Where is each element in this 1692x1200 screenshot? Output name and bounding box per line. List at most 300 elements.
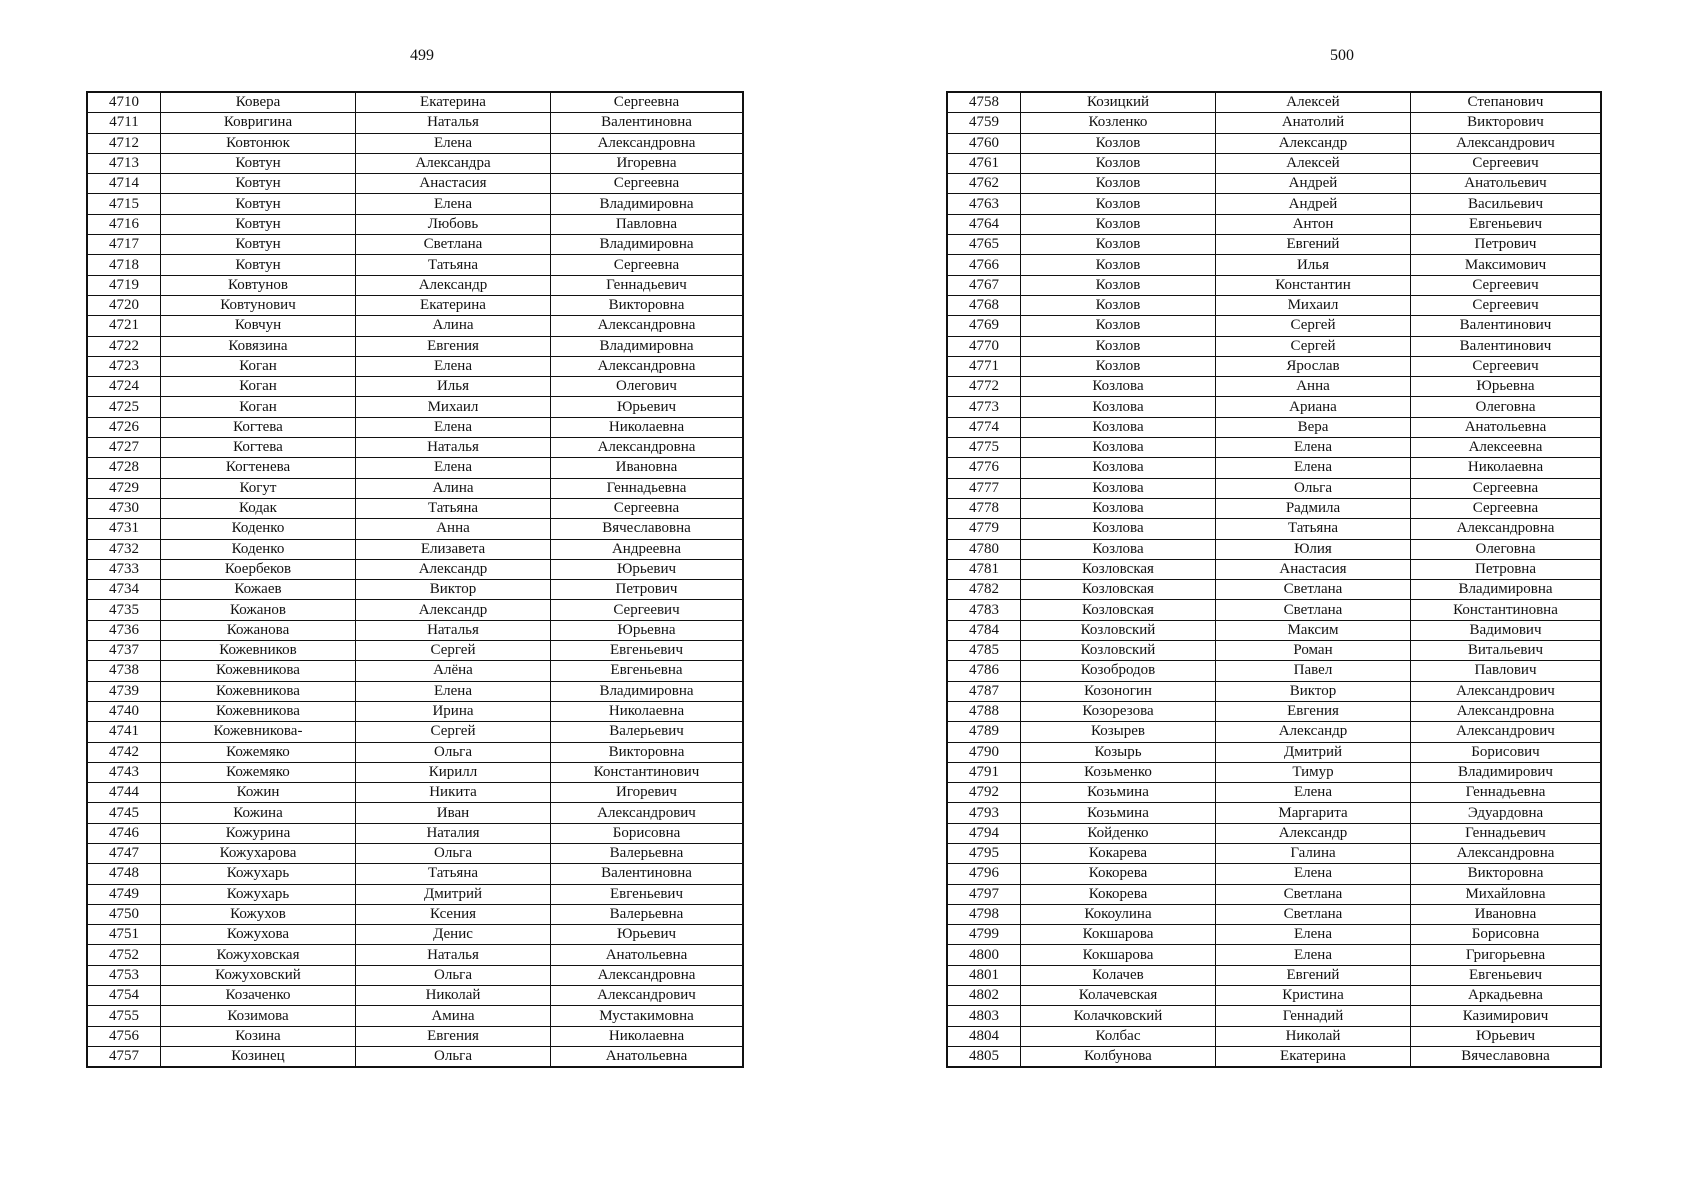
patronymic-cell: Владимировна — [551, 336, 744, 356]
first-name-cell: Елена — [1216, 945, 1411, 965]
table-row — [87, 641, 743, 661]
row-number: 4713 — [87, 153, 161, 173]
surname-cell: Козорезова — [1021, 701, 1216, 721]
row-number: 4768 — [947, 295, 1021, 315]
table-row — [947, 681, 1601, 701]
table-row — [947, 1026, 1601, 1046]
surname-cell: Коденко — [161, 519, 356, 539]
table-row — [947, 316, 1601, 336]
row-number: 4728 — [87, 458, 161, 478]
surname-cell: Козьмина — [1021, 803, 1216, 823]
first-name-cell: Дмитрий — [1216, 742, 1411, 762]
row-number: 4796 — [947, 864, 1021, 884]
surname-cell: Ковтун — [161, 153, 356, 173]
surname-cell: Кожурина — [161, 823, 356, 843]
surname-cell: Кокшарова — [1021, 925, 1216, 945]
table-row — [87, 336, 743, 356]
first-name-cell: Александр — [1216, 133, 1411, 153]
patronymic-cell: Сергеевич — [551, 600, 744, 620]
table-row — [947, 336, 1601, 356]
patronymic-cell: Юрьевич — [551, 559, 744, 579]
table-row — [947, 783, 1601, 803]
table-row — [947, 458, 1601, 478]
surname-cell: Козлова — [1021, 397, 1216, 417]
first-name-cell: Сергей — [356, 722, 551, 742]
surname-cell: Ковтонюк — [161, 133, 356, 153]
table-row — [947, 174, 1601, 194]
surname-cell: Кокшарова — [1021, 945, 1216, 965]
table-row — [87, 884, 743, 904]
first-name-cell: Александр — [356, 275, 551, 295]
surname-cell: Ковтун — [161, 194, 356, 214]
patronymic-cell: Владимировна — [551, 235, 744, 255]
row-number: 4798 — [947, 904, 1021, 924]
table-row — [947, 1046, 1601, 1067]
surname-cell: Коган — [161, 356, 356, 376]
first-name-cell: Илья — [1216, 255, 1411, 275]
row-number: 4767 — [947, 275, 1021, 295]
patronymic-cell: Александрович — [1411, 681, 1602, 701]
first-name-cell: Денис — [356, 925, 551, 945]
first-name-cell: Евгений — [1216, 965, 1411, 985]
first-name-cell: Тимур — [1216, 762, 1411, 782]
table-row — [947, 275, 1601, 295]
patronymic-cell: Евгеньевна — [551, 661, 744, 681]
first-name-cell: Татьяна — [356, 498, 551, 518]
table-row — [87, 965, 743, 985]
table-row — [87, 986, 743, 1006]
row-number: 4751 — [87, 925, 161, 945]
row-number: 4775 — [947, 438, 1021, 458]
row-number: 4801 — [947, 965, 1021, 985]
row-number: 4782 — [947, 580, 1021, 600]
first-name-cell: Юлия — [1216, 539, 1411, 559]
table-row — [947, 762, 1601, 782]
table-row — [947, 661, 1601, 681]
first-name-cell: Александр — [1216, 823, 1411, 843]
patronymic-cell: Борисовна — [1411, 925, 1602, 945]
row-number: 4788 — [947, 701, 1021, 721]
patronymic-cell: Сергеевна — [1411, 498, 1602, 518]
first-name-cell: Татьяна — [1216, 519, 1411, 539]
row-number: 4744 — [87, 783, 161, 803]
patronymic-cell: Григорьевна — [1411, 945, 1602, 965]
row-number: 4772 — [947, 377, 1021, 397]
surname-cell: Кокоулина — [1021, 904, 1216, 924]
table-row — [87, 1006, 743, 1026]
surname-cell: Кокорева — [1021, 864, 1216, 884]
table-row — [947, 255, 1601, 275]
row-number: 4750 — [87, 904, 161, 924]
surname-cell: Кожевникова — [161, 681, 356, 701]
first-name-cell: Ольга — [1216, 478, 1411, 498]
row-number: 4712 — [87, 133, 161, 153]
table-row — [87, 255, 743, 275]
first-name-cell: Радмила — [1216, 498, 1411, 518]
surname-cell: Козлов — [1021, 194, 1216, 214]
page-number: 499 — [410, 47, 434, 64]
patronymic-cell: Казимирович — [1411, 1006, 1602, 1026]
table-row — [87, 92, 743, 113]
table-row — [87, 661, 743, 681]
patronymic-cell: Николаевна — [551, 1026, 744, 1046]
row-number: 4771 — [947, 356, 1021, 376]
table-row — [87, 701, 743, 721]
surname-cell: Кожевников — [161, 641, 356, 661]
first-name-cell: Алина — [356, 316, 551, 336]
table-row — [87, 559, 743, 579]
row-number: 4748 — [87, 864, 161, 884]
surname-cell: Ковера — [161, 92, 356, 113]
first-name-cell: Елена — [356, 356, 551, 376]
patronymic-cell: Валерьевич — [551, 722, 744, 742]
patronymic-cell: Евгеньевич — [1411, 965, 1602, 985]
patronymic-cell: Александровна — [551, 965, 744, 985]
table-row — [947, 925, 1601, 945]
row-number: 4758 — [947, 92, 1021, 113]
patronymic-cell: Степанович — [1411, 92, 1602, 113]
first-name-cell: Евгения — [356, 1026, 551, 1046]
first-name-cell: Алексей — [1216, 153, 1411, 173]
row-number: 4799 — [947, 925, 1021, 945]
patronymic-cell: Вадимович — [1411, 620, 1602, 640]
table-row — [87, 113, 743, 133]
surname-cell: Кожевникова- — [161, 722, 356, 742]
surname-cell: Колачковский — [1021, 1006, 1216, 1026]
patronymic-cell: Вячеславовна — [551, 519, 744, 539]
row-number: 4741 — [87, 722, 161, 742]
patronymic-cell: Анатольевич — [1411, 174, 1602, 194]
patronymic-cell: Александровна — [1411, 843, 1602, 863]
first-name-cell: Сергей — [1216, 336, 1411, 356]
table-row — [87, 214, 743, 234]
table-row — [947, 1006, 1601, 1026]
name-table — [86, 91, 744, 1068]
surname-cell: Козаченко — [161, 986, 356, 1006]
table-row — [87, 397, 743, 417]
patronymic-cell: Юрьевич — [551, 397, 744, 417]
row-number: 4736 — [87, 620, 161, 640]
surname-cell: Кожухарова — [161, 843, 356, 863]
patronymic-cell: Олеговна — [1411, 397, 1602, 417]
row-number: 4735 — [87, 600, 161, 620]
table-row — [947, 498, 1601, 518]
surname-cell: Козлов — [1021, 255, 1216, 275]
surname-cell: Колачевская — [1021, 986, 1216, 1006]
table-row — [87, 823, 743, 843]
patronymic-cell: Сергеевна — [551, 174, 744, 194]
patronymic-cell: Викторовна — [1411, 864, 1602, 884]
table-row — [87, 843, 743, 863]
patronymic-cell: Михайловна — [1411, 884, 1602, 904]
surname-cell: Козьменко — [1021, 762, 1216, 782]
patronymic-cell: Анатольевна — [551, 945, 744, 965]
row-number: 4745 — [87, 803, 161, 823]
row-number: 4710 — [87, 92, 161, 113]
first-name-cell: Анна — [356, 519, 551, 539]
row-number: 4724 — [87, 377, 161, 397]
page-right — [846, 0, 1692, 1200]
surname-cell: Козлова — [1021, 458, 1216, 478]
table-row — [947, 904, 1601, 924]
patronymic-cell: Ивановна — [1411, 904, 1602, 924]
patronymic-cell: Валерьевна — [551, 904, 744, 924]
row-number: 4722 — [87, 336, 161, 356]
table-row — [87, 377, 743, 397]
row-number: 4743 — [87, 762, 161, 782]
row-number: 4795 — [947, 843, 1021, 863]
row-number: 4731 — [87, 519, 161, 539]
first-name-cell: Екатерина — [356, 92, 551, 113]
surname-cell: Козлова — [1021, 539, 1216, 559]
first-name-cell: Андрей — [1216, 174, 1411, 194]
row-number: 4766 — [947, 255, 1021, 275]
surname-cell: Ковтун — [161, 235, 356, 255]
first-name-cell: Ксения — [356, 904, 551, 924]
table-row — [947, 620, 1601, 640]
first-name-cell: Елена — [356, 458, 551, 478]
patronymic-cell: Николаевна — [551, 701, 744, 721]
table-row — [947, 580, 1601, 600]
first-name-cell: Роман — [1216, 641, 1411, 661]
table-row — [87, 235, 743, 255]
row-number: 4774 — [947, 417, 1021, 437]
row-number: 4714 — [87, 174, 161, 194]
surname-cell: Кожуховский — [161, 965, 356, 985]
first-name-cell: Алёна — [356, 661, 551, 681]
row-number: 4794 — [947, 823, 1021, 843]
surname-cell: Колбунова — [1021, 1046, 1216, 1067]
row-number: 4784 — [947, 620, 1021, 640]
patronymic-cell: Викторович — [1411, 113, 1602, 133]
surname-cell: Козлова — [1021, 498, 1216, 518]
row-number: 4777 — [947, 478, 1021, 498]
table-row — [947, 519, 1601, 539]
patronymic-cell: Александровна — [551, 133, 744, 153]
first-name-cell: Александр — [356, 559, 551, 579]
surname-cell: Козловская — [1021, 600, 1216, 620]
table-row — [947, 235, 1601, 255]
patronymic-cell: Геннадьевич — [551, 275, 744, 295]
surname-cell: Кожанов — [161, 600, 356, 620]
patronymic-cell: Петрович — [1411, 235, 1602, 255]
surname-cell: Ковтун — [161, 174, 356, 194]
surname-cell: Козловский — [1021, 620, 1216, 640]
surname-cell: Козлова — [1021, 519, 1216, 539]
table-row — [87, 1046, 743, 1067]
table-row — [947, 722, 1601, 742]
surname-cell: Козлов — [1021, 295, 1216, 315]
first-name-cell: Ариана — [1216, 397, 1411, 417]
surname-cell: Коган — [161, 397, 356, 417]
first-name-cell: Татьяна — [356, 255, 551, 275]
first-name-cell: Елена — [356, 133, 551, 153]
row-number: 4802 — [947, 986, 1021, 1006]
row-number: 4720 — [87, 295, 161, 315]
row-number: 4711 — [87, 113, 161, 133]
first-name-cell: Ольга — [356, 843, 551, 863]
patronymic-cell: Владимировна — [551, 681, 744, 701]
table-row — [947, 438, 1601, 458]
first-name-cell: Кирилл — [356, 762, 551, 782]
first-name-cell: Ирина — [356, 701, 551, 721]
first-name-cell: Любовь — [356, 214, 551, 234]
first-name-cell: Михаил — [356, 397, 551, 417]
surname-cell: Козлов — [1021, 133, 1216, 153]
surname-cell: Кодак — [161, 498, 356, 518]
first-name-cell: Екатерина — [1216, 1046, 1411, 1067]
table-row — [87, 539, 743, 559]
surname-cell: Кожухарь — [161, 884, 356, 904]
patronymic-cell: Олеговна — [1411, 539, 1602, 559]
first-name-cell: Анна — [1216, 377, 1411, 397]
row-number: 4729 — [87, 478, 161, 498]
first-name-cell: Светлана — [1216, 580, 1411, 600]
row-number: 4749 — [87, 884, 161, 904]
first-name-cell: Анатолий — [1216, 113, 1411, 133]
table-row — [947, 864, 1601, 884]
table-row — [947, 884, 1601, 904]
first-name-cell: Наталья — [356, 945, 551, 965]
first-name-cell: Ярослав — [1216, 356, 1411, 376]
table-row — [947, 600, 1601, 620]
patronymic-cell: Александровна — [551, 356, 744, 376]
table-row — [87, 194, 743, 214]
row-number: 4769 — [947, 316, 1021, 336]
row-number: 4797 — [947, 884, 1021, 904]
table-row — [947, 295, 1601, 315]
patronymic-cell: Сергеевна — [551, 498, 744, 518]
table-row — [87, 478, 743, 498]
table-row — [87, 153, 743, 173]
row-number: 4718 — [87, 255, 161, 275]
row-number: 4738 — [87, 661, 161, 681]
first-name-cell: Наталья — [356, 620, 551, 640]
row-number: 4760 — [947, 133, 1021, 153]
patronymic-cell: Юрьевна — [551, 620, 744, 640]
first-name-cell: Ольга — [356, 1046, 551, 1067]
patronymic-cell: Константиновна — [1411, 600, 1602, 620]
patronymic-cell: Валентинович — [1411, 336, 1602, 356]
first-name-cell: Евгения — [1216, 701, 1411, 721]
patronymic-cell: Валентиновна — [551, 864, 744, 884]
surname-cell: Козловская — [1021, 580, 1216, 600]
patronymic-cell: Игоревич — [551, 783, 744, 803]
row-number: 4759 — [947, 113, 1021, 133]
patronymic-cell: Валерьевна — [551, 843, 744, 863]
patronymic-cell: Вячеславовна — [1411, 1046, 1602, 1067]
table-row — [947, 986, 1601, 1006]
surname-cell: Козлова — [1021, 377, 1216, 397]
table-row — [87, 133, 743, 153]
patronymic-cell: Игоревна — [551, 153, 744, 173]
first-name-cell: Татьяна — [356, 864, 551, 884]
patronymic-cell: Васильевич — [1411, 194, 1602, 214]
surname-cell: Козлов — [1021, 235, 1216, 255]
row-number: 4716 — [87, 214, 161, 234]
patronymic-cell: Александрович — [551, 803, 744, 823]
table-row — [947, 559, 1601, 579]
first-name-cell: Дмитрий — [356, 884, 551, 904]
row-number: 4773 — [947, 397, 1021, 417]
patronymic-cell: Борисович — [1411, 742, 1602, 762]
row-number: 4776 — [947, 458, 1021, 478]
surname-cell: Козлов — [1021, 336, 1216, 356]
row-number: 4779 — [947, 519, 1021, 539]
first-name-cell: Евгений — [1216, 235, 1411, 255]
patronymic-cell: Владимировна — [551, 194, 744, 214]
row-number: 4800 — [947, 945, 1021, 965]
surname-cell: Кокарева — [1021, 843, 1216, 863]
first-name-cell: Николай — [356, 986, 551, 1006]
surname-cell: Козлов — [1021, 153, 1216, 173]
patronymic-cell: Александровна — [1411, 519, 1602, 539]
row-number: 4756 — [87, 1026, 161, 1046]
surname-cell: Козлова — [1021, 438, 1216, 458]
row-number: 4781 — [947, 559, 1021, 579]
first-name-cell: Никита — [356, 783, 551, 803]
row-number: 4803 — [947, 1006, 1021, 1026]
first-name-cell: Светлана — [356, 235, 551, 255]
surname-cell: Койденко — [1021, 823, 1216, 843]
row-number: 4723 — [87, 356, 161, 376]
row-number: 4730 — [87, 498, 161, 518]
patronymic-cell: Сергеевна — [551, 92, 744, 113]
surname-cell: Ковязина — [161, 336, 356, 356]
table-row — [87, 417, 743, 437]
row-number: 4765 — [947, 235, 1021, 255]
table-row — [87, 762, 743, 782]
patronymic-cell: Петрович — [551, 580, 744, 600]
first-name-cell: Галина — [1216, 843, 1411, 863]
patronymic-cell: Геннадьевич — [1411, 823, 1602, 843]
patronymic-cell: Викторовна — [551, 742, 744, 762]
row-number: 4726 — [87, 417, 161, 437]
first-name-cell: Елена — [356, 417, 551, 437]
patronymic-cell: Владимирович — [1411, 762, 1602, 782]
row-number: 4764 — [947, 214, 1021, 234]
first-name-cell: Елена — [1216, 783, 1411, 803]
table-row — [87, 925, 743, 945]
table-row — [947, 377, 1601, 397]
patronymic-cell: Анатольевна — [1411, 417, 1602, 437]
surname-cell: Ковчун — [161, 316, 356, 336]
patronymic-cell: Евгеньевич — [551, 641, 744, 661]
first-name-cell: Наталья — [356, 113, 551, 133]
first-name-cell: Александра — [356, 153, 551, 173]
surname-cell: Козленко — [1021, 113, 1216, 133]
row-number: 4732 — [87, 539, 161, 559]
patronymic-cell: Валентинович — [1411, 316, 1602, 336]
first-name-cell: Сергей — [356, 641, 551, 661]
surname-cell: Кожуховская — [161, 945, 356, 965]
first-name-cell: Анастасия — [1216, 559, 1411, 579]
first-name-cell: Виктор — [1216, 681, 1411, 701]
patronymic-cell: Александрович — [1411, 722, 1602, 742]
row-number: 4727 — [87, 438, 161, 458]
table-row — [947, 92, 1601, 113]
first-name-cell: Ольга — [356, 742, 551, 762]
patronymic-cell: Геннадьевна — [551, 478, 744, 498]
row-number: 4739 — [87, 681, 161, 701]
patronymic-cell: Александровна — [551, 438, 744, 458]
patronymic-cell: Викторовна — [551, 295, 744, 315]
first-name-cell: Амина — [356, 1006, 551, 1026]
row-number: 4740 — [87, 701, 161, 721]
row-number: 4755 — [87, 1006, 161, 1026]
row-number: 4793 — [947, 803, 1021, 823]
table-row — [87, 295, 743, 315]
